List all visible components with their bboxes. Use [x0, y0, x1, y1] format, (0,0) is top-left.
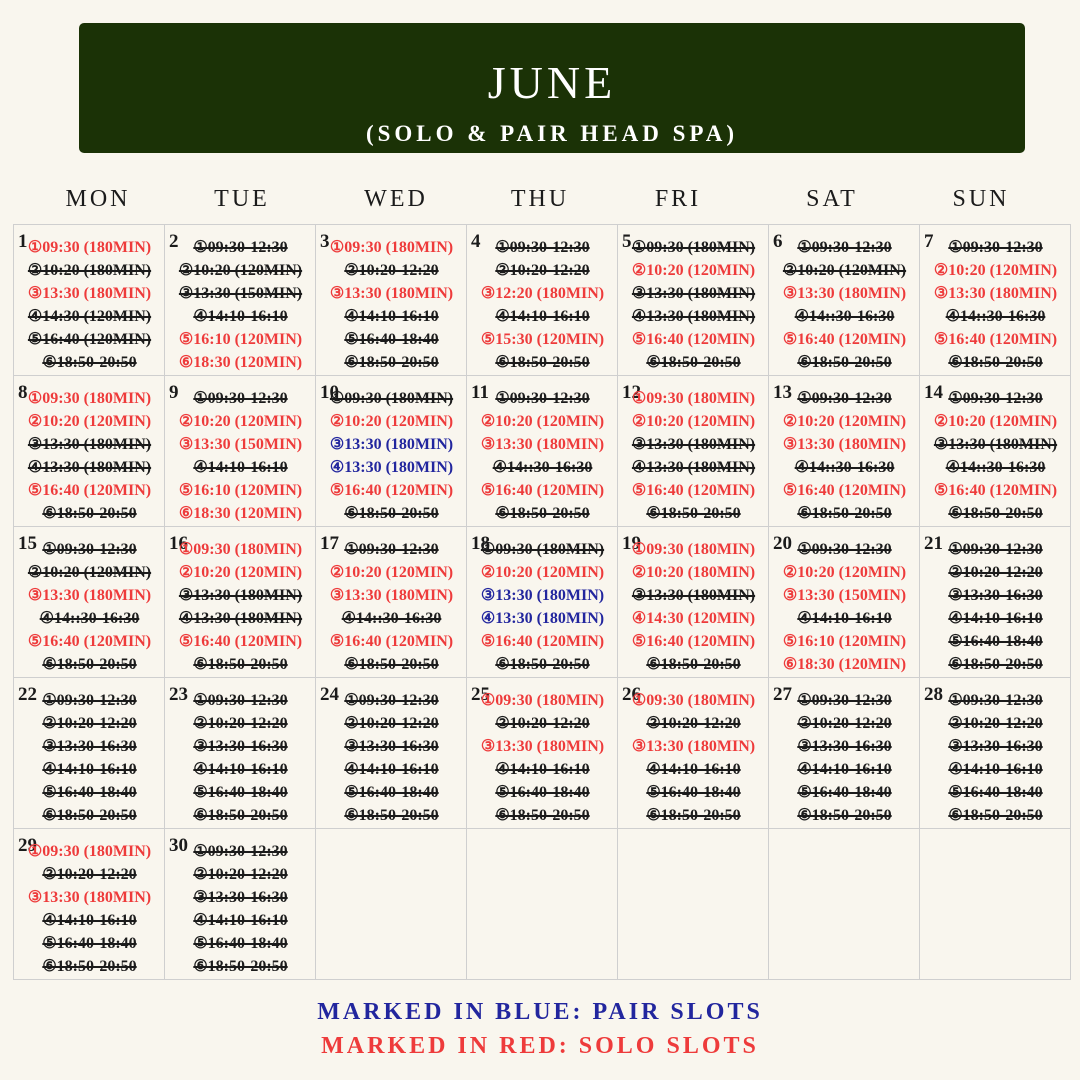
time-slot: ⑥18:50-20:50	[42, 958, 137, 975]
time-slot: ①09:30-12:30	[193, 239, 288, 256]
time-slot: ①09:30-12:30	[948, 390, 1043, 407]
day-number: 6	[773, 231, 783, 252]
time-slot[interactable]: ③13:30 (180MIN)	[782, 285, 907, 302]
day-number: 27	[773, 684, 792, 705]
time-slot: ⑤16:40-18:40	[193, 784, 288, 801]
time-slot: ④13:30 (180MIN)	[631, 459, 756, 476]
legend-pair: MARKED IN BLUE: PAIR SLOTS	[317, 999, 763, 1025]
time-slot: ⑤16:40-18:40	[797, 784, 892, 801]
time-slot: ②10:20-12:20	[948, 564, 1043, 581]
time-slot: ⑤16:40-18:40	[193, 935, 288, 952]
time-slot: ⑤16:40 (120MIN)	[27, 331, 152, 348]
time-slot: ⑤16:40-18:40	[646, 784, 741, 801]
time-slot: ④14:10-16:10	[344, 761, 439, 778]
time-slot: ②10:20-12:20	[948, 715, 1043, 732]
day-number: 7	[924, 231, 934, 252]
time-slot[interactable]: ③13:30 (180MIN)	[782, 436, 907, 453]
time-slot[interactable]: ①09:30 (180MIN)	[178, 541, 303, 558]
time-slot: ①09:30-12:30	[797, 541, 892, 558]
time-slot[interactable]: ⑤16:40 (120MIN)	[631, 482, 756, 499]
time-slot: ①09:30-12:30	[495, 239, 590, 256]
day-number: 14	[924, 382, 943, 403]
time-slot[interactable]: ⑤16:40 (120MIN)	[933, 331, 1058, 348]
time-slot: ④13:30 (180MIN)	[27, 459, 152, 476]
time-slot: ⑥18:50-20:50	[646, 656, 741, 673]
weekday-thu: THU	[510, 186, 570, 212]
time-slot[interactable]: ②10:20 (120MIN)	[782, 413, 907, 430]
time-slot: ②10:20-12:20	[42, 715, 137, 732]
time-slot: ①09:30-12:30	[193, 692, 288, 709]
time-slot: ④14:10-16:10	[495, 308, 590, 325]
time-slot[interactable]: ③13:30 (180MIN)	[27, 587, 152, 604]
time-slot: ①09:30-12:30	[42, 692, 137, 709]
time-slot: ②10:20-12:20	[344, 262, 439, 279]
time-slot: ③13:30-16:30	[797, 738, 892, 755]
time-slot: ⑥18:50-20:50	[797, 807, 892, 824]
time-slot: ④14:10-16:10	[948, 761, 1043, 778]
time-slot: ④14:30 (120MIN)	[27, 308, 152, 325]
time-slot[interactable]: ⑤15:30 (120MIN)	[480, 331, 605, 348]
time-slot[interactable]: ①09:30 (180MIN)	[27, 390, 152, 407]
time-slot[interactable]: ⑤16:40 (120MIN)	[480, 633, 605, 650]
day-number: 28	[924, 684, 943, 705]
time-slot[interactable]: ⑤16:40 (120MIN)	[178, 633, 303, 650]
time-slot: ⑥18:50-20:50	[495, 656, 590, 673]
day-number: 23	[169, 684, 188, 705]
day-number: 4	[471, 231, 481, 252]
time-slot: ④14:10-16:10	[646, 761, 741, 778]
time-slot: ⑥18:50-20:50	[42, 656, 137, 673]
time-slot: ③13:30-16:30	[948, 587, 1043, 604]
day-number: 25	[471, 684, 490, 705]
time-slot[interactable]: ⑤16:40 (120MIN)	[27, 633, 152, 650]
time-slot[interactable]: ⑤16:40 (120MIN)	[782, 331, 907, 348]
time-slot[interactable]: ②10:20 (120MIN)	[178, 413, 303, 430]
day-number: 1	[18, 231, 28, 252]
time-slot[interactable]: ⑥18:30 (120MIN)	[178, 354, 303, 371]
time-slot: ⑥18:50-20:50	[42, 807, 137, 824]
time-slot: ③13:30 (150MIN)	[178, 285, 303, 302]
weekday-header-row	[15, 186, 1068, 218]
time-slot[interactable]: ①09:30 (180MIN)	[480, 692, 605, 709]
time-slot: ⑥18:50-20:50	[797, 505, 892, 522]
time-slot: ⑥18:50-20:50	[948, 505, 1043, 522]
time-slot: ③13:30 (180MIN)	[178, 587, 303, 604]
day-number: 26	[622, 684, 641, 705]
time-slot[interactable]: ⑤16:40 (120MIN)	[782, 482, 907, 499]
calendar-grid	[13, 224, 1068, 980]
time-slot: ④14::30-16:30	[945, 459, 1046, 476]
month-subtitle: (SOLO & PAIR HEAD SPA)	[365, 121, 739, 146]
time-slot: ⑥18:50-20:50	[948, 656, 1043, 673]
time-slot: ③13:30 (180MIN)	[933, 436, 1058, 453]
time-slot[interactable]: ①09:30 (180MIN)	[631, 541, 756, 558]
time-slot[interactable]: ③12:20 (180MIN)	[480, 285, 605, 302]
time-slot: ③13:30-16:30	[193, 738, 288, 755]
time-slot[interactable]: ③13:30 (180MIN)	[631, 738, 756, 755]
day-number: 16	[169, 533, 188, 554]
time-slot: ①09:30-12:30	[948, 239, 1043, 256]
time-slot[interactable]: ⑤16:40 (120MIN)	[480, 482, 605, 499]
time-slot[interactable]: ①09:30 (180MIN)	[329, 239, 454, 256]
time-slot: ②10:20-12:20	[42, 866, 137, 883]
time-slot: ②10:20 (120MIN)	[782, 262, 907, 279]
time-slot: ⑤16:40-18:40	[948, 633, 1043, 650]
day-number: 21	[924, 533, 943, 554]
time-slot: ④14:10-16:10	[948, 610, 1043, 627]
day-number: 8	[18, 382, 28, 403]
month-title: JUNE	[487, 57, 617, 108]
time-slot: ⑥18:50-20:50	[344, 505, 439, 522]
time-slot: ④14:10-16:10	[193, 761, 288, 778]
time-slot[interactable]: ③13:30 (180MIN)	[329, 285, 454, 302]
time-slot: ⑤16:40-18:40	[344, 331, 439, 348]
time-slot[interactable]: ③13:30 (150MIN)	[178, 436, 303, 453]
time-slot[interactable]: ③13:30 (180MIN)	[329, 587, 454, 604]
time-slot[interactable]: ⑤16:10 (120MIN)	[178, 331, 303, 348]
time-slot[interactable]: ④13:30 (180MIN)	[480, 610, 605, 627]
day-number: 3	[320, 231, 330, 252]
time-slot: ④14::30-16:30	[39, 610, 140, 627]
weekday-tue: TUE	[214, 186, 270, 212]
time-slot[interactable]: ④14:30 (120MIN)	[631, 610, 756, 627]
time-slot[interactable]: ③13:30 (180MIN)	[480, 436, 605, 453]
time-slot: ⑥18:50-20:50	[344, 354, 439, 371]
time-slot: ③13:30-16:30	[193, 889, 288, 906]
time-slot: ⑥18:50-20:50	[193, 807, 288, 824]
time-slot: ①09:30-12:30	[193, 390, 288, 407]
day-number: 20	[773, 533, 792, 554]
time-slot: ④13:30 (180MIN)	[631, 308, 756, 325]
time-slot: ⑥18:50-20:50	[495, 505, 590, 522]
time-slot[interactable]: ①09:30 (180MIN)	[631, 390, 756, 407]
time-slot: ③13:30 (180MIN)	[631, 587, 756, 604]
time-slot: ⑥18:50-20:50	[646, 354, 741, 371]
day-number: 19	[622, 533, 641, 554]
time-slot[interactable]: ③13:30 (180MIN)	[480, 587, 605, 604]
time-slot: ①09:30-12:30	[948, 541, 1043, 558]
day-number: 29	[18, 835, 37, 856]
time-slot: ③13:30-16:30	[42, 738, 137, 755]
month-banner	[79, 23, 1025, 153]
day-number: 5	[622, 231, 632, 252]
time-slot: ⑤16:40-18:40	[42, 935, 137, 952]
time-slot: ⑥18:50-20:50	[495, 354, 590, 371]
calendar-cell	[919, 828, 1071, 980]
legend-solo: MARKED IN RED: SOLO SLOTS	[321, 1033, 759, 1059]
time-slot: ①09:30-12:30	[344, 541, 439, 558]
time-slot: ②10:20-12:20	[193, 715, 288, 732]
time-slot[interactable]: ②10:20 (120MIN)	[178, 564, 303, 581]
time-slot: ⑥18:50-20:50	[948, 807, 1043, 824]
weekday-fri: FRI	[654, 186, 702, 212]
calendar-cell	[617, 828, 769, 980]
time-slot: ②10:20-12:20	[646, 715, 741, 732]
time-slot[interactable]: ②10:20 (180MIN)	[631, 564, 756, 581]
time-slot: ⑥18:50-20:50	[646, 807, 741, 824]
time-slot: ⑥18:50-20:50	[42, 505, 137, 522]
time-slot: ②10:20-12:20	[495, 262, 590, 279]
time-slot[interactable]: ②10:20 (120MIN)	[933, 262, 1058, 279]
time-slot[interactable]: ⑤16:40 (120MIN)	[27, 482, 152, 499]
time-slot[interactable]: ⑤16:40 (120MIN)	[329, 633, 454, 650]
day-number: 12	[622, 382, 641, 403]
time-slot[interactable]: ②10:20 (120MIN)	[329, 564, 454, 581]
time-slot: ⑥18:50-20:50	[344, 807, 439, 824]
day-number: 15	[18, 533, 37, 554]
time-slot: ①09:30-12:30	[193, 843, 288, 860]
time-slot: ①09:30-12:30	[42, 541, 137, 558]
time-slot: ④14::30-16:30	[492, 459, 593, 476]
weekday-mon: MON	[65, 186, 131, 212]
time-slot[interactable]: ③13:30 (150MIN)	[782, 587, 907, 604]
time-slot: ⑤16:40-18:40	[495, 784, 590, 801]
day-number: 22	[18, 684, 37, 705]
day-number: 17	[320, 533, 339, 554]
time-slot[interactable]: ⑤16:40 (120MIN)	[631, 331, 756, 348]
day-number: 13	[773, 382, 792, 403]
time-slot: ③13:30-16:30	[948, 738, 1043, 755]
time-slot: ⑥18:50-20:50	[646, 505, 741, 522]
time-slot: ①09:30-12:30	[797, 692, 892, 709]
time-slot[interactable]: ③13:30 (180MIN)	[329, 436, 454, 453]
time-slot[interactable]: ②10:20 (120MIN)	[782, 564, 907, 581]
time-slot: ④14:10-16:10	[344, 308, 439, 325]
time-slot: ⑥18:50-20:50	[193, 958, 288, 975]
time-slot: ④14:10-16:10	[42, 912, 137, 929]
time-slot: ④14:10-16:10	[495, 761, 590, 778]
time-slot[interactable]: ③13:30 (180MIN)	[27, 285, 152, 302]
time-slot[interactable]: ⑤16:10 (120MIN)	[782, 633, 907, 650]
day-number: 11	[471, 382, 489, 403]
time-slot[interactable]: ②10:20 (120MIN)	[631, 413, 756, 430]
time-slot: ③13:30 (180MIN)	[631, 436, 756, 453]
time-slot[interactable]: ①09:30 (180MIN)	[27, 239, 152, 256]
time-slot[interactable]: ①09:30 (180MIN)	[27, 843, 152, 860]
time-slot: ④14::30-16:30	[341, 610, 442, 627]
time-slot[interactable]: ①09:30 (180MIN)	[631, 692, 756, 709]
time-slot: ⑤16:40-18:40	[344, 784, 439, 801]
day-number: 30	[169, 835, 188, 856]
time-slot[interactable]: ⑤16:40 (120MIN)	[329, 482, 454, 499]
time-slot[interactable]: ②10:20 (120MIN)	[480, 413, 605, 430]
time-slot: ④14::30-16:30	[945, 308, 1046, 325]
calendar-cell	[315, 828, 467, 980]
time-slot: ⑥18:50-20:50	[797, 354, 892, 371]
time-slot: ③13:30-16:30	[344, 738, 439, 755]
time-slot[interactable]: ⑤16:40 (120MIN)	[933, 482, 1058, 499]
time-slot: ⑥18:50-20:50	[42, 354, 137, 371]
calendar-cell	[768, 828, 920, 980]
time-slot: ①09:30-12:30	[797, 390, 892, 407]
day-number: 18	[471, 533, 490, 554]
time-slot: ②10:20 (120MIN)	[178, 262, 303, 279]
time-slot[interactable]: ③13:30 (180MIN)	[27, 889, 152, 906]
time-slot[interactable]: ②10:20 (120MIN)	[480, 564, 605, 581]
time-slot: ③13:30 (180MIN)	[631, 285, 756, 302]
day-number: 9	[169, 382, 179, 403]
time-slot: ①09:30-12:30	[948, 692, 1043, 709]
day-number: 2	[169, 231, 179, 252]
time-slot[interactable]: ⑥18:30 (120MIN)	[178, 505, 303, 522]
time-slot: ⑤16:40-18:40	[42, 784, 137, 801]
time-slot: ②10:20-12:20	[344, 715, 439, 732]
time-slot: ①09:30-12:30	[797, 239, 892, 256]
day-number: 10	[320, 382, 339, 403]
time-slot: ④14::30-16:30	[794, 308, 895, 325]
time-slot: ④14:10-16:10	[193, 459, 288, 476]
time-slot[interactable]: ②10:20 (120MIN)	[933, 413, 1058, 430]
time-slot: ⑥18:50-20:50	[344, 656, 439, 673]
weekday-sat: SAT	[806, 186, 858, 212]
time-slot: ②10:20-12:20	[797, 715, 892, 732]
time-slot: ②10:20-12:20	[193, 866, 288, 883]
time-slot[interactable]: ⑤16:10 (120MIN)	[178, 482, 303, 499]
time-slot[interactable]: ⑤16:40 (120MIN)	[631, 633, 756, 650]
time-slot[interactable]: ④13:30 (180MIN)	[329, 459, 454, 476]
day-number: 24	[320, 684, 339, 705]
time-slot: ④14:10-16:10	[193, 308, 288, 325]
time-slot: ①09:30 (180MIN)	[631, 239, 756, 256]
weekday-sun: SUN	[952, 186, 1010, 212]
time-slot: ②10:20 (180MIN)	[27, 262, 152, 279]
time-slot: ③13:30 (180MIN)	[27, 436, 152, 453]
time-slot: ④14:10-16:10	[193, 912, 288, 929]
weekday-wed: WED	[364, 186, 428, 212]
time-slot: ⑥18:50-20:50	[948, 354, 1043, 371]
time-slot: ④14::30-16:30	[794, 459, 895, 476]
time-slot[interactable]: ③13:30 (180MIN)	[933, 285, 1058, 302]
time-slot: ④14:10-16:10	[797, 610, 892, 627]
time-slot: ②10:20 (120MIN)	[27, 564, 152, 581]
time-slot: ①09:30 (180MIN)	[329, 390, 454, 407]
time-slot: ②10:20-12:20	[495, 715, 590, 732]
time-slot: ①09:30-12:30	[344, 692, 439, 709]
time-slot: ④14:10-16:10	[797, 761, 892, 778]
time-slot: ①09:30-12:30	[495, 390, 590, 407]
time-slot[interactable]: ⑥18:30 (120MIN)	[782, 656, 907, 673]
time-slot: ①09:30 (180MIN)	[480, 541, 605, 558]
time-slot: ⑥18:50-20:50	[495, 807, 590, 824]
calendar-cell	[466, 828, 618, 980]
time-slot[interactable]: ②10:20 (120MIN)	[27, 413, 152, 430]
time-slot[interactable]: ②10:20 (120MIN)	[631, 262, 756, 279]
time-slot: ④13:30 (180MIN)	[178, 610, 303, 627]
time-slot[interactable]: ③13:30 (180MIN)	[480, 738, 605, 755]
time-slot: ⑥18:50-20:50	[193, 656, 288, 673]
time-slot: ④14:10-16:10	[42, 761, 137, 778]
time-slot: ⑤16:40-18:40	[948, 784, 1043, 801]
time-slot[interactable]: ②10:20 (120MIN)	[329, 413, 454, 430]
